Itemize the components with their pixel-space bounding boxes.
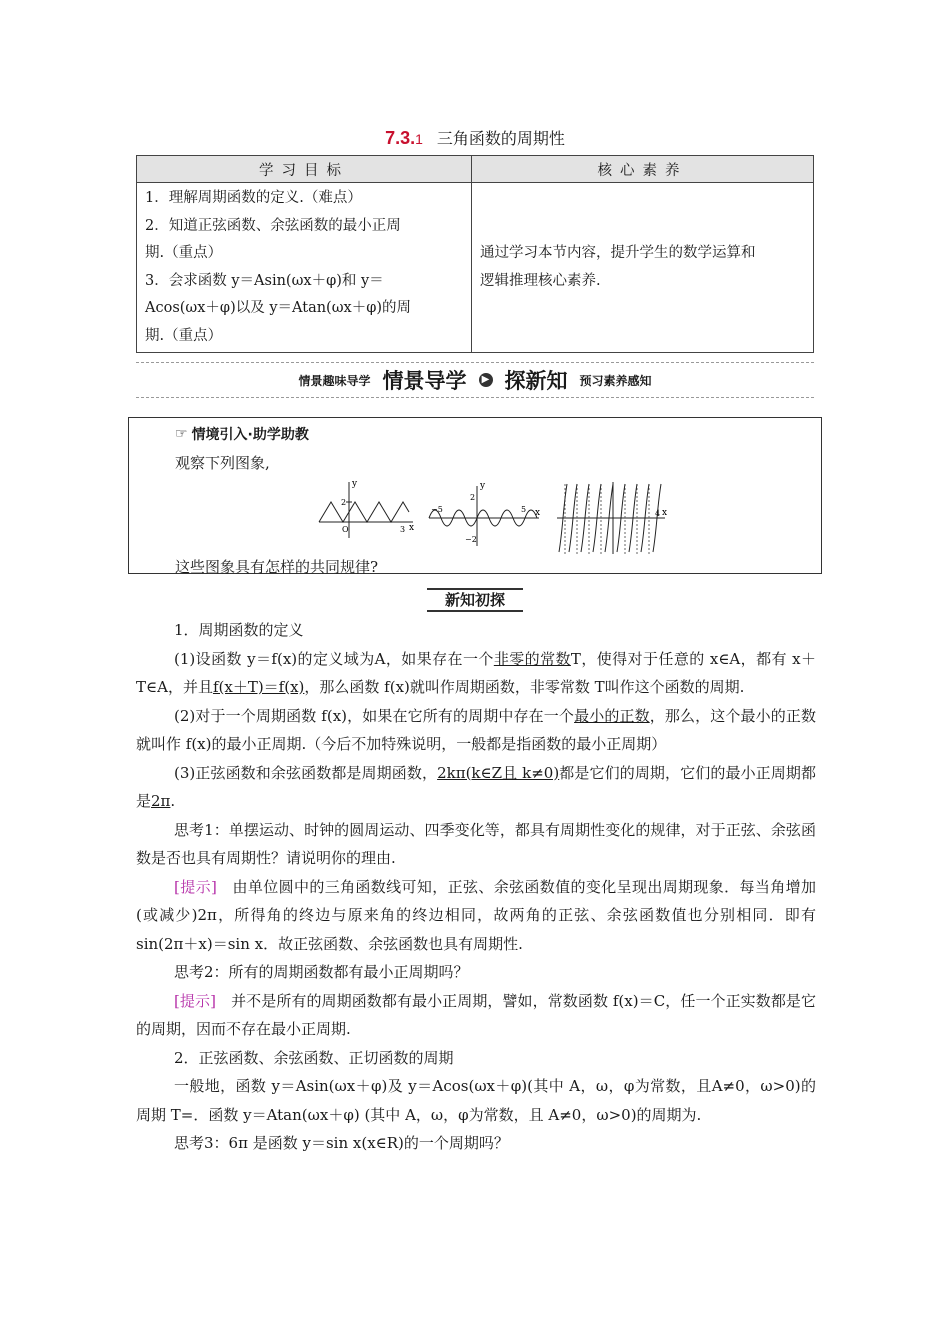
goals-table — [136, 155, 814, 353]
section-badge: 新知初探 — [0, 588, 950, 612]
graph2-x-label: x — [535, 508, 541, 518]
goal-line: 1．理解周期函数的定义.（难点） — [145, 190, 362, 206]
subsection-1: 1．周期函数的定义 — [174, 621, 304, 639]
subsection-2: 2．正弦函数、余弦函数、正切函数的周期 — [174, 1048, 454, 1067]
main-content — [136, 616, 816, 1158]
banner-right: 预习素养感知 — [579, 373, 652, 388]
graph-triangle-wave — [319, 482, 413, 538]
graph1-three-label: 3 — [400, 525, 406, 534]
graph1-y-label: y — [352, 479, 358, 489]
graph1-x-label: x — [409, 523, 415, 533]
function-graphs — [317, 478, 677, 558]
banner-left: 情景趣味导学 — [298, 373, 371, 388]
graph1-o-label: O — [342, 525, 349, 534]
hint-label: [提示] — [174, 991, 216, 1010]
question-2: 思考2：所有的周期函数都有最小正周期吗？ — [174, 963, 469, 981]
goals-header-left: 学习目标 — [137, 156, 472, 183]
answer-1: [提示] 由单位圆中的三角函数线可知，正弦、余弦函数值的变化呈现出周期现象．每当角增加(或减少)2π，所得角的终边与原来角的终边相同，故两角的正弦、余弦函数值也分别相同．即有 sin(2π＋x)＝sin x．故正弦函数、余弦函数也具有周期性. — [136, 877, 816, 953]
literacy-line: 逻辑推理核心素养. — [480, 272, 601, 289]
goal-line: 期.（重点） — [145, 327, 223, 344]
section-number: 7.3.1 — [385, 128, 423, 148]
graph-tangent — [557, 482, 668, 554]
graph1-two-label: 2 — [341, 498, 347, 507]
section-banner — [136, 362, 814, 398]
goal-line: 期.（重点） — [145, 245, 223, 261]
graph-sine-wave — [429, 486, 539, 546]
definition-paragraph: (1)设函数 y＝f(x)的定义域为A，如果存在一个非零的常数T，使得对于任意的 x∈A，都有 x＋T∈A，并且f(x＋T)＝f(x)，那么函数 f(x)就叫作周期函数，非零常数 T叫作这个函数的周期. — [136, 649, 816, 696]
graph2-two-label: 2 — [470, 493, 476, 502]
answer-2: [提示] 并不是所有的周期函数都有最小正周期，譬如，常数函数 f(x)＝C，任一个正实数都是它的周期，因而不存在最小正周期. — [136, 991, 816, 1038]
intro-line-2: 这些图象具有怎样的共同规律? — [175, 558, 379, 576]
goal-line: 3．会求函数 y＝Asin(ωx＋φ)和 y＝ — [145, 272, 384, 289]
literacy-line: 通过学习本节内容，提升学生的数学运算和 — [480, 245, 756, 261]
intro-box — [128, 417, 822, 574]
arrow-icon: ▶ — [479, 373, 493, 387]
goals-left-cell — [137, 183, 472, 353]
goal-line: Acos(ωx＋φ)以及 y＝Atan(ωx＋φ)的周 — [145, 300, 412, 316]
goals-header-right: 核心素养 — [472, 156, 814, 183]
graph2-y-label: y — [480, 481, 486, 491]
banner-main-b: 探新知 — [504, 369, 568, 393]
banner-main-a: 情景导学 — [382, 369, 467, 393]
intro-header: ☞ 情境引入·助学助教 — [175, 426, 309, 443]
page-title — [0, 126, 950, 149]
hint-label: [提示] — [174, 877, 217, 896]
question-1: 思考1：单摆运动、时钟的圆周运动、四季变化等，都具有周期性变化的规律，对于正弦、余弦函数是否也具有周期性？请说明你的理由. — [136, 820, 816, 867]
graph3-x-label: x — [662, 508, 668, 518]
question-3: 思考3：6π 是函数 y＝sin x(x∈R)的一个周期吗？ — [174, 1134, 509, 1152]
graph2-neg-five-label: −5 — [431, 505, 443, 514]
general-period-paragraph: 一般地，函数 y＝Asin(ωx＋φ)及 y＝Acos(ωx＋φ)(其中 A，ω，φ为常数，且A≠0，ω>0)的周期 T=．函数 y＝Atan(ωx＋φ) (其中 A，ω，φ为常数，且 A≠0，ω>0)的周期为. — [136, 1077, 816, 1124]
min-period-paragraph: (2)对于一个周期函数 f(x)，如果在它所有的周期中存在一个最小的正数，那么，这个最小的正数就叫作 f(x)的最小正周期.（今后不加特殊说明，一般都是指函数的最小正周期） — [136, 706, 816, 753]
graph3-four-label: 4 — [655, 509, 661, 518]
goals-right-cell — [472, 183, 814, 353]
graph2-five-label: 5 — [521, 505, 527, 514]
hand-pointer-icon: ☞ — [175, 426, 188, 442]
sin-cos-period-paragraph: (3)正弦函数和余弦函数都是周期函数，2kπ(k∈Z且 k≠0)都是它们的周期，它们的最小正周期都是2π. — [136, 763, 817, 810]
graph2-neg-two-label: −2 — [465, 535, 477, 544]
section-title: 三角函数的周期性 — [436, 129, 565, 148]
goal-line: 2．知道正弦函数、余弦函数的最小正周 — [145, 217, 401, 234]
intro-line-1: 观察下列图象, — [175, 454, 270, 472]
